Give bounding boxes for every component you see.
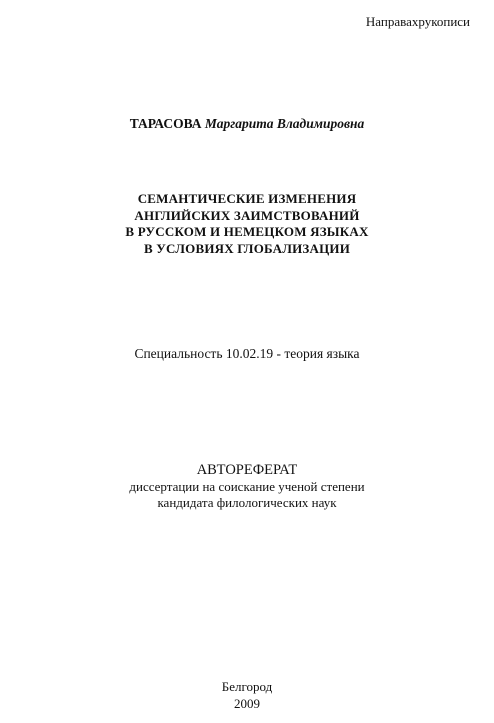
author-given-names: Маргарита Владимировна: [204, 116, 365, 131]
imprint: [0, 678, 494, 712]
title-line: В УСЛОВИЯХ ГЛОБАЛИЗАЦИИ: [143, 240, 351, 256]
abstract-line: диссертации на соискание ученой степени: [129, 478, 365, 494]
abstract-heading: АВТОРЕФЕРАТ: [196, 462, 298, 478]
title-line: СЕМАНТИЧЕСКИЕ ИЗМЕНЕНИЯ: [137, 191, 357, 206]
dissertation-title: [0, 191, 494, 257]
rights-notice: Направахрукописи: [365, 14, 470, 29]
imprint-city: Белгород: [221, 679, 273, 694]
specialty-line: Специальность 10.02.19 - теория языка: [134, 346, 360, 361]
imprint-year: 2009: [234, 696, 260, 711]
abstract-line: кандидата филологических наук: [157, 495, 337, 510]
title-line: В РУССКОМ И НЕМЕЦКОМ ЯЗЫКАХ: [125, 224, 369, 239]
abstract-block: [0, 462, 494, 512]
author-name: [0, 116, 494, 132]
author-surname: ТАРАСОВА: [129, 116, 202, 131]
title-line: АНГЛИЙСКИХ ЗАИМСТВОВАНИЙ: [134, 207, 360, 223]
